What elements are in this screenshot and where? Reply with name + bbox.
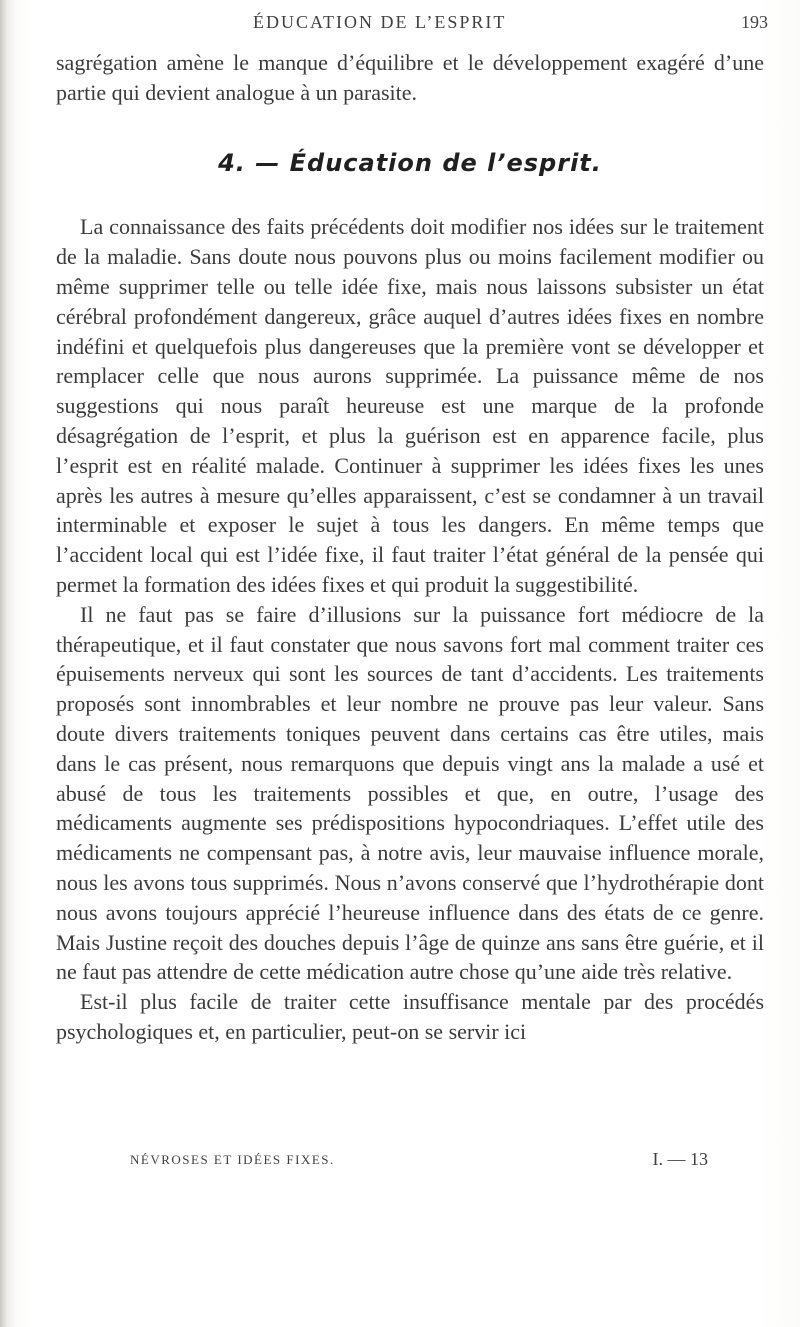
footer-signature: I. — 13 (652, 1149, 708, 1169)
page-gutter-shadow (0, 0, 16, 1327)
page-body (56, 48, 764, 1047)
page-number: 193 (741, 12, 768, 32)
continued-paragraph: sagrégation amène le manque d’équilibre et le développement exagéré d’une partie qui devient analogue à un parasite. (56, 50, 764, 105)
signature-footer (130, 1149, 708, 1171)
body-paragraph-2: Il ne faut pas se faire d’illusions sur la puissance fort médiocre de la thérapeutique, et il faut constater que nous savons fort mal comment traiter ces épuisements nerveux qui sont les sources de tant d’accidents. Les traitements proposés sont innombrables et leur nombre ne prouve pas leur valeur. Sans doute divers traitements toniques peuvent dans certains cas être utiles, mais dans le cas présent, nous remarquons que depuis vingt ans la malade a usé et abusé de tous les traitements possibles et que, en outre, l’usage des médicaments augmente ses prédispositions hypocondriaques. L’effet utile des médicaments ne compensant pas, à notre avis, leur mauvaise influence morale, nous les avons tous supprimés. Nous n’avons conservé que l’hydrothérapie dont nous avons toujours apprécié l’heureuse influence dans des états de ce genre. Mais Justine reçoit des douches depuis l’âge de quinze ans sans être guérie, et il ne faut pas attendre de cette médication autre chose qu’une aide très relative. (56, 601, 764, 985)
footer-book-title: NÉVROSES ET IDÉES FIXES. (130, 1152, 335, 1167)
running-head (58, 12, 768, 36)
body-paragraph-1: La connaissance des faits précédents doit modifier nos idées sur le traitement de la maladie. Sans doute nous pouvons plus ou moins facilement modifier ou même supprimer telle ou telle idée fixe, mais nous laissons subsister un état cérébral profondément dangereux, grâce auquel d’autres idées fixes en nombre indéfini et quelquefois plus dangereuses que la première vont se développer et remplacer celle que nous aurons supprimée. La puissance même de nos suggestions qui nous paraît heureuse est une marque de la profonde désagrégation de l’esprit, et plus la guérison est en apparence facile, plus l’esprit est en réalité malade. Continuer à supprimer les idées fixes les unes après les autres à mesure qu’elles apparaissent, c’est se condamner à un travail interminable et exposer le sujet à tous les dangers. En même temps que l’accident local qui est l’idée fixe, il faut traiter l’état général de la pensée qui permet la formation des idées fixes et qui produit la suggestibilité. (56, 214, 764, 597)
section-heading: 4. — Éducation de l’esprit. (218, 148, 602, 177)
running-title: ÉDUCATION DE L’ESPRIT (253, 12, 507, 32)
body-paragraph-3: Est-il plus facile de traiter cette insuffisance mentale par des procédés psychologiques et, en particulier, peut-on se servir ici (56, 989, 764, 1044)
